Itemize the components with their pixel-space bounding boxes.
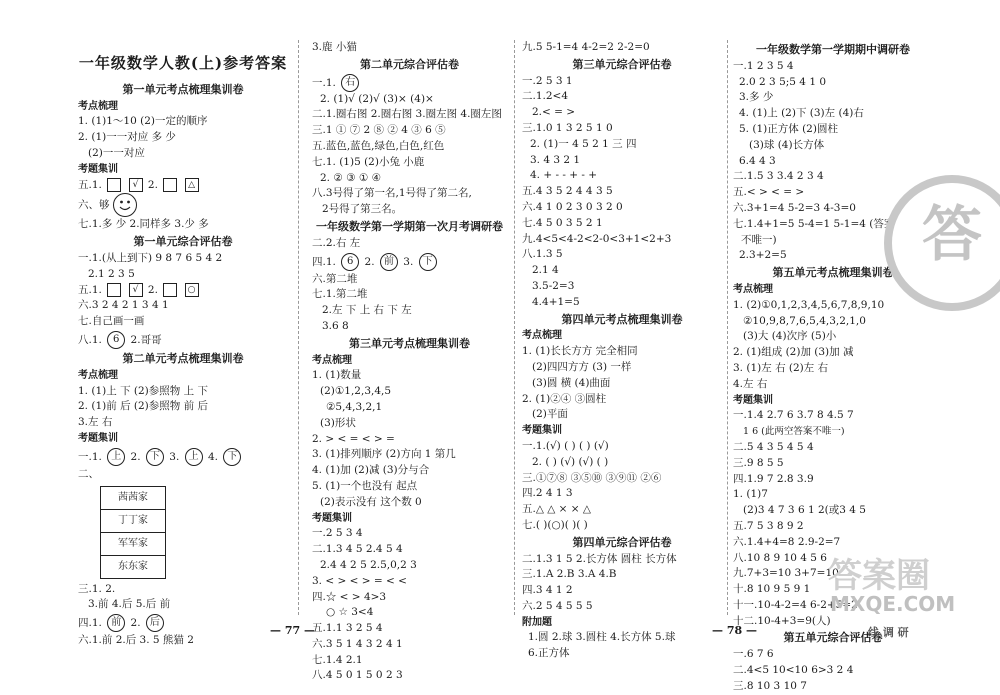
answer-line <box>78 193 288 217</box>
answer-line: 3.6 8 <box>322 319 349 332</box>
answer-label: 八.1. <box>78 333 102 346</box>
answer-line: (2)3 4 7 3 6 1 2(或3 4 5 <box>743 504 866 517</box>
section-heading: 第四单元综合评估卷 <box>572 535 672 549</box>
answer-line: 3.5-2=3 <box>532 279 575 292</box>
answer-line: 五.< > < = > <box>733 186 805 199</box>
section-heading: 第五单元考点梳理集训卷 <box>772 266 894 280</box>
answer-line <box>312 74 507 92</box>
answer-line: 三.1.0 1 3 2 5 1 0 <box>522 121 613 134</box>
answer-line: (3)大 (4)次序 (5)小 <box>743 330 837 343</box>
answer-label: 四.1. <box>78 617 102 630</box>
page-title: 一年级数学人教(上)参考答案 <box>78 54 288 72</box>
house-cell: 茜茜家 <box>101 486 166 509</box>
answer-box: △ <box>185 178 199 192</box>
house-cell: 军军家 <box>101 532 166 555</box>
answer-line: 二.1.2<4 <box>522 90 569 103</box>
answer-line: 二、 <box>78 467 99 480</box>
answer-line: 七.1.多 少 2.同样多 3.少 多 <box>78 218 209 231</box>
section-heading: 第二单元考点梳理集训卷 <box>122 351 244 365</box>
answer-line: 四.☆ < > 4>3 <box>312 590 387 603</box>
answer-line: 2. ( ) (√) (√) ( ) <box>532 455 609 468</box>
column-divider <box>514 40 515 615</box>
subsection-label: 考题集训 <box>78 432 118 444</box>
answer-line: 一.1 2 3 5 4 <box>733 59 794 72</box>
answer-line: ②5,4,3,2,1 <box>326 400 383 413</box>
answer-line <box>78 283 288 299</box>
circled-answer: 右 <box>341 74 359 92</box>
column-divider <box>727 40 728 615</box>
circled-answer: 前 <box>107 614 125 632</box>
answer-line: 一.2 5 3 4 <box>312 527 363 540</box>
answer-line: 九.5 5-1=4 4-2=2 2-2=0 <box>522 41 650 53</box>
section-heading: 第一单元综合评估卷 <box>133 235 233 249</box>
circled-answer: 下 <box>223 448 241 466</box>
answer-label: 五.1. <box>78 283 102 296</box>
watermark-url: MXQE.COM <box>830 592 956 616</box>
answer-line: 一.2 5 3 1 <box>522 74 573 87</box>
answer-line: 二.2.右 左 <box>312 236 361 249</box>
answer-line: (3)形状 <box>320 416 356 429</box>
answer-line: 六.1.4+4=8 2.9-2=7 <box>733 535 841 548</box>
section-heading: 第五单元综合评估卷 <box>783 631 883 645</box>
answer-label: 2. <box>147 283 158 296</box>
answer-line: 四.2 4 1 3 <box>522 487 573 500</box>
answer-line: 二.1.圈右图 2.圈右图 3.圈左图 4.圈左图 <box>312 108 502 121</box>
answer-line: 八.4 5 0 1 5 0 2 3 <box>312 669 403 682</box>
answer-line: 七.1.第二堆 <box>312 288 368 301</box>
answer-line: 5. (1)一个也没有 起点 <box>312 479 418 492</box>
column-1 <box>78 38 288 649</box>
empty-box <box>107 283 121 297</box>
column-3 <box>522 38 722 662</box>
answer-label: 四.1. <box>312 255 336 268</box>
answer-line: 七.1.4+1=5 5-4=1 5-1=4 (答案 <box>733 217 895 230</box>
subsection-label: 考点梳理 <box>312 354 352 366</box>
subsection-label: 考点梳理 <box>522 330 562 342</box>
answer-line: 七.4 5 0 3 5 2 1 <box>522 216 603 229</box>
answer-label: 2. <box>130 617 141 630</box>
answer-label: 2. <box>130 450 141 463</box>
watermark-brand: 答案圈 <box>828 556 930 596</box>
answer-line: 六.3 5 1 4 3 2 4 1 <box>312 637 403 650</box>
answer-line: 三.9 8 5 5 <box>733 456 784 469</box>
answer-line: 二.1.5 3 3.4 2 3 4 <box>733 170 824 183</box>
answer-line: 5. (1)正方体 (2)圆柱 <box>739 122 838 135</box>
section-heading: 第二单元综合评估卷 <box>360 57 459 71</box>
answer-line: 2.3+2=5 <box>739 249 787 262</box>
answer-line: 2.1 4 <box>532 264 559 277</box>
answer-line: 六.2 5 4 5 5 5 <box>522 599 593 612</box>
answer-line: 4. (1)加 (2)减 (3)分与合 <box>312 464 430 477</box>
answer-label: 六、够 <box>78 199 110 212</box>
section-heading: 一年级数学第一学期第一次月考调研卷 <box>316 219 503 233</box>
answer-label: 五.1. <box>78 178 102 191</box>
answer-line: 3. (1)左 右 (2)左 右 <box>733 361 829 374</box>
section-heading: 一年级数学第一学期期中调研卷 <box>756 43 910 56</box>
subsection-label: 考题集训 <box>312 512 352 524</box>
answer-box: √ <box>129 178 143 192</box>
answer-line: 三.1.A 2.B 3.A 4.B <box>522 568 617 581</box>
section-heading: 第四单元考点梳理集训卷 <box>561 312 683 326</box>
answer-line: 1 6 (此两空答案不唯一) <box>743 426 845 438</box>
answer-line: 三.1 ① ⑦ 2 ⑧ ② 4 ③ 6 ⑤ <box>312 124 446 137</box>
answer-line: 2.0 2 3 5;5 4 1 0 <box>739 75 827 88</box>
answer-line: 6.4 4 3 <box>739 154 776 167</box>
answer-line: 2. (1)组成 (2)加 (3)加 减 <box>733 346 854 359</box>
answer-line <box>78 447 288 467</box>
answer-line: 一.1.4 2.7 6 3.7 8 4.5 7 <box>733 409 854 422</box>
answer-line: 2. (1)一 4 5 2 1 三 四 <box>530 137 637 150</box>
answer-line: 4. + - - + - + <box>530 169 598 182</box>
answer-line: 五.7 5 3 8 9 2 <box>733 519 804 532</box>
answer-line: 3. (1)排列顺序 (2)方向 1 第几 <box>312 448 456 461</box>
house-cell: 丁丁家 <box>101 509 166 532</box>
answer-line: 1. (2)①0,1,2,3,4,5,6,7,8,9,10 <box>733 298 885 311</box>
answer-line: 2. (1)前 后 (2)参照物 前 后 <box>78 400 208 413</box>
answer-line: 2. (1)√ (2)√ (3)× (4)× <box>320 92 434 105</box>
answer-line: (2)①1,2,3,4,5 <box>320 385 392 398</box>
answer-line: 九.7+3=10 3+7=10 <box>733 567 839 580</box>
column-divider <box>298 40 299 615</box>
subsection-label: 考点梳理 <box>733 283 773 295</box>
answer-line: 2. (1)一一对应 多 少 <box>78 131 176 144</box>
answer-label: 一.1. <box>312 76 336 89</box>
answer-line: 4.左 右 <box>733 377 768 390</box>
answer-line <box>78 330 288 350</box>
page-number-right: — 78 — <box>712 624 757 637</box>
answer-line: 七.1. (1)5 (2)小兔 小鹿 <box>312 155 425 168</box>
answer-line: 二.4<5 10<10 6>3 2 4 <box>733 664 854 677</box>
answer-line: 1. (1)上 下 (2)参照物 上 下 <box>78 384 208 397</box>
answer-line: 一.1.(从上到下) 9 8 7 6 5 4 2 <box>78 251 223 264</box>
answer-line: 四.3 4 1 2 <box>522 584 573 597</box>
answer-line: 七.自己画一画 <box>78 315 145 328</box>
answer-box: √ <box>129 283 143 297</box>
answer-line: (2)平面 <box>532 408 568 421</box>
answer-line: ○ ☆ 3<4 <box>326 606 374 619</box>
smiley-face-icon <box>113 193 137 217</box>
empty-box <box>163 178 177 192</box>
watermark-stamp: 答 <box>884 175 1000 311</box>
answer-line: 一.1.(√) ( ) ( ) (√) <box>522 439 609 452</box>
subsection-label: 考题集训 <box>78 163 118 175</box>
answer-line: 3. < > < > = < < <box>312 574 407 587</box>
corner-text: 线 调 研 <box>868 626 909 639</box>
answer-line: 2号得了第三名。 <box>322 203 403 216</box>
answer-line: 3.前 4.后 5.后 前 <box>88 598 171 611</box>
answer-line: 三.1. 2. <box>78 582 116 595</box>
answer-line: 3.多 少 <box>739 91 774 104</box>
answer-line: 6.正方体 <box>528 647 570 660</box>
answer-line <box>312 252 507 272</box>
answer-label: 2.哥哥 <box>130 333 162 346</box>
answer-line: 五.4 3 5 2 4 4 3 5 <box>522 185 613 198</box>
answer-line: 1.圆 2.球 3.圆柱 4.长方体 5.球 <box>528 631 676 644</box>
empty-box <box>107 178 121 192</box>
section-heading: 第一单元考点梳理集训卷 <box>122 82 244 96</box>
answer-label: 3. <box>169 450 180 463</box>
subsection-label: 考题集训 <box>522 425 562 437</box>
answer-line: 八.10 8 9 10 4 5 6 <box>733 551 827 564</box>
answer-line: 六.第二堆 <box>312 272 358 285</box>
answer-line: 十.8 10 9 5 9 1 <box>733 583 811 596</box>
answer-line: 3.左 右 <box>78 416 113 429</box>
subsection-label: 考点梳理 <box>78 100 118 112</box>
subsection-label: 附加题 <box>522 616 552 628</box>
circled-answer: 后 <box>146 614 164 632</box>
answer-line: 1. (1)1～10 (2)一定的顺序 <box>78 115 208 128</box>
answer-line: 八.3号得了第一名,1号得了第二名, <box>312 187 472 200</box>
answer-line: 三.①⑦⑧ ③⑤⑩ ③⑨⑪ ②⑥ <box>522 471 662 484</box>
answer-line: ②10,9,8,7,6,5,4,3,2,1,0 <box>743 314 866 327</box>
answer-label: 4. <box>207 450 219 463</box>
answer-label: 2. <box>147 178 158 191</box>
answer-line: 五.△ △ × × △ <box>522 503 592 516</box>
answer-line: (3)圆 横 (4)曲面 <box>532 376 611 389</box>
page-number-left: — 77 — <box>270 624 315 637</box>
answer-line: 2.< = > <box>532 106 576 119</box>
answer-line: 一.6 7 6 <box>733 648 774 661</box>
section-heading: 第三单元综合评估卷 <box>572 57 672 71</box>
answer-line: (2)表示没有 这个数 0 <box>320 495 422 508</box>
answer-line: 不唯一) <box>741 233 777 246</box>
answer-line: 十一.10-4-2=4 6-2+5=2 <box>733 598 858 611</box>
circled-answer: 上 <box>107 448 125 466</box>
circled-answer: 下 <box>146 448 164 466</box>
answer-line: 1. (1)长长方方 完全相同 <box>522 345 638 358</box>
answer-line <box>78 613 288 633</box>
answer-label: 一.1. <box>78 450 102 463</box>
answer-label: 3. <box>403 255 414 268</box>
subsection-label: 考点梳理 <box>78 369 118 381</box>
circled-answer: 上 <box>185 448 203 466</box>
circled-answer: 前 <box>380 253 398 271</box>
circled-answer: 6 <box>107 331 125 349</box>
answer-line: 四.1.9 7 2.8 3.9 <box>733 472 814 485</box>
answer-line: 八.1.3 5 <box>522 248 563 261</box>
answer-line <box>78 178 288 194</box>
answer-line: 1. (1)数量 <box>312 369 362 382</box>
empty-box <box>163 283 177 297</box>
section-heading: 第三单元考点梳理集训卷 <box>349 336 470 350</box>
answer-line: 4. (1)上 (2)下 (3)左 (4)右 <box>739 107 864 120</box>
answer-line: 五.蓝色,蓝色,绿色,白色,红色 <box>312 139 445 152</box>
circled-answer: 6 <box>341 253 359 271</box>
answer-line: 三.8 10 3 10 7 <box>733 679 807 692</box>
circled-answer: 下 <box>419 253 437 271</box>
answer-box: ○ <box>185 283 199 297</box>
answer-line: 六.3+1=4 5-2=3 4-3=0 <box>733 201 856 214</box>
answer-line: 十二.10-4+3=9(人) <box>733 614 831 627</box>
answer-line: 4.4+1=5 <box>532 295 580 308</box>
answer-line: (2)四四方方 (3) 一样 <box>532 360 632 373</box>
answer-line: (3)球 (4)长方体 <box>749 138 825 151</box>
answer-line: 七.1.4 2.1 <box>312 653 363 666</box>
answer-line: 2. > < = < > = <box>312 432 395 445</box>
answer-line: 2.4 4 2 5 2.5,0,2 3 <box>320 558 417 571</box>
answer-line: 1. (1)7 <box>733 488 768 501</box>
answer-line: 六.1.前 2.后 3. 5 熊猫 2 <box>78 634 194 647</box>
answer-line: 2. (1)②④ ③圆柱 <box>522 392 607 405</box>
answer-line: 2. ② ③ ① ④ <box>320 171 382 184</box>
answer-line: 2.左 下 上 右 下 左 <box>322 304 412 317</box>
house-order-table <box>100 486 166 579</box>
answer-line: (2)一一对应 <box>88 146 145 159</box>
answer-line: 3. 4 3 2 1 <box>530 153 581 166</box>
answer-line: 二.1.3 1 5 2.长方体 圆柱 长方体 <box>522 552 677 565</box>
answer-line: 六.4 1 0 2 3 0 3 2 0 <box>522 200 623 213</box>
answer-label: 2. <box>364 255 375 268</box>
answer-line: 七.( )(○)( )( ) <box>522 518 588 531</box>
answer-line: 二.5 4 3 5 4 5 4 <box>733 440 814 453</box>
subsection-label: 考题集训 <box>733 394 773 406</box>
answer-line: 九.4<5<4-2<2-0<3+1<2+3 <box>522 232 672 245</box>
column-2 <box>312 38 507 684</box>
house-cell: 东东家 <box>101 555 166 578</box>
answer-line: 3.鹿 小猫 <box>312 41 357 53</box>
answer-line: 2.1 2 3 5 <box>88 267 135 280</box>
answer-line: 五.1.1 3 2 5 4 <box>312 622 383 635</box>
answer-line: 六.3 2 4 2 1 3 4 1 <box>78 299 169 312</box>
answer-line: 二.1.3 4 5 2.4 5 4 <box>312 543 403 556</box>
